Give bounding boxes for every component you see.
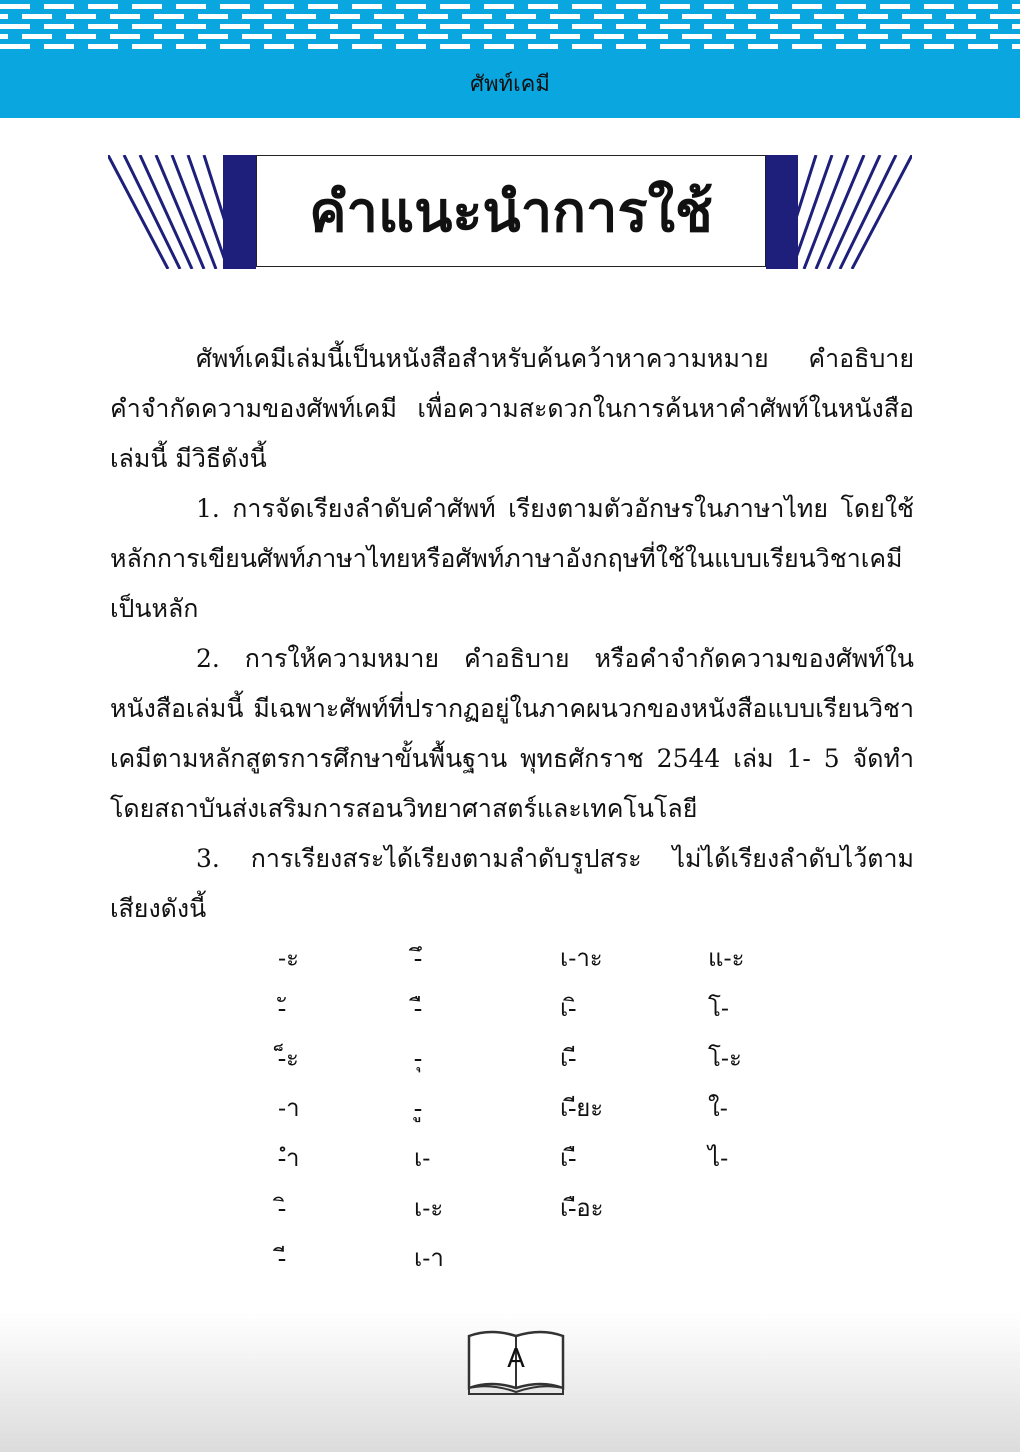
header-dash (110, 14, 140, 19)
header-dash (704, 4, 734, 9)
header-dash (880, 4, 910, 9)
vowel-row (278, 1186, 798, 1236)
header-dash (946, 14, 976, 19)
header-dash (330, 34, 360, 39)
header-dash (968, 4, 998, 9)
vowel-row (278, 986, 798, 1036)
vowel-cell: -ิ (278, 1194, 286, 1222)
header-dash (88, 24, 118, 29)
header-dash (286, 34, 316, 39)
header-dash (220, 44, 250, 49)
header-dash (968, 24, 998, 29)
header-dash (748, 24, 778, 29)
header-stripes-decoration (0, 0, 1020, 58)
header-dash (1012, 44, 1020, 49)
header-dash (792, 44, 822, 49)
header-dash (638, 14, 668, 19)
vowel-cell: -็ะ (278, 1044, 299, 1072)
header-dash (22, 34, 52, 39)
rule-1-paragraph: 1. การจัดเรียงลำดับคำศัพท์ เรียงตามตัวอักษรในภาษาไทย โดยใช้หลักการเขียนศัพท์ภาษาไทยหรือศัพท์ภาษาอังกฤษที่ใช้ในแบบเรียนวิชาเคมีเป็นหลัก (110, 494, 914, 623)
header-dash (550, 34, 580, 39)
rule-2-paragraph: 2. การให้ความหมาย คำอธิบาย หรือคำจำกัดความของศัพท์ในหนังสือเล่มนี้ มีเฉพาะศัพท์ที่ปรากฏอยู่ในภาคผนวกของหนังสือแบบเรียนวิชาเคมีตามหลักสูตรการศึกษาขั้นพื้นฐาน พุทธศักราช 2544 เล่ม 1- 5 จัดทำโดยสถาบันส่งเสริมการสอนวิทยาศาสตร์และเทคโนโลยี (110, 644, 914, 823)
vowel-order-table (278, 936, 798, 1286)
header-dash (396, 4, 426, 9)
header-dash (858, 34, 888, 39)
banner-stripe (108, 155, 168, 269)
header-dash (44, 44, 74, 49)
header-dash (638, 34, 668, 39)
header-dash (924, 44, 954, 49)
header-dash (572, 44, 602, 49)
header-dash (132, 24, 162, 29)
header-dash (22, 14, 52, 19)
header-dash (616, 24, 646, 29)
vowel-cell: -ึ (414, 944, 422, 972)
header-dash (44, 24, 74, 29)
title-banner (108, 155, 912, 269)
header-dash (902, 34, 932, 39)
vowel-row (278, 1036, 798, 1086)
header-dash (880, 24, 910, 29)
header-dash (594, 34, 624, 39)
header-dash (308, 24, 338, 29)
vowel-cell: ไ- (708, 1144, 729, 1172)
header-dash (660, 4, 690, 9)
vowel-cell: -า (278, 1094, 300, 1122)
vowel-cell: -ื (414, 994, 422, 1022)
vowel-cell: แ-ะ (708, 944, 745, 972)
header-dash (968, 44, 998, 49)
header-dash (198, 34, 228, 39)
header-dash (418, 14, 448, 19)
header-dash (198, 14, 228, 19)
header-dash (748, 4, 778, 9)
header-dash (176, 4, 206, 9)
header-dash (396, 24, 426, 29)
vowel-cell: -ี (278, 1244, 286, 1272)
header-dash (836, 4, 866, 9)
header-dash (682, 14, 712, 19)
header-dash (946, 34, 976, 39)
vowel-cell: เ-ี (560, 1044, 577, 1072)
header-dash (726, 14, 756, 19)
header-dash (0, 34, 8, 39)
vowel-cell: เ-ื (560, 1144, 577, 1172)
header-dash (462, 14, 492, 19)
running-header-title: ศัพท์เคมี (470, 72, 550, 97)
header-dash (286, 14, 316, 19)
header-dash (154, 14, 184, 19)
intro-paragraph: ศัพท์เคมีเล่มนี้เป็นหนังสือสำหรับค้นคว้าหาความหมาย คำอธิบาย คำจำกัดความของศัพท์เคมี เพื่อความสะดวกในการค้นหาคำศัพท์ในหนังสือเล่มนี้ มีวิธีดังนี้ (110, 344, 914, 473)
header-dash (440, 4, 470, 9)
page-title: คำแนะนำการใช้ (309, 179, 713, 245)
banner-stripe (124, 155, 180, 269)
vowel-row (278, 1086, 798, 1136)
header-dash (418, 34, 448, 39)
header-band (0, 0, 1020, 118)
header-dash (660, 24, 690, 29)
header-dash (154, 34, 184, 39)
vowel-cell: เ-ือะ (560, 1194, 604, 1222)
header-dash (462, 34, 492, 39)
page-letter: A (507, 1344, 525, 1374)
vowel-cell: -ู (414, 1094, 422, 1122)
header-dash (132, 44, 162, 49)
vowel-cell: เ-า (414, 1244, 444, 1272)
vowel-cell: เ-าะ (560, 944, 603, 972)
header-dash (902, 14, 932, 19)
header-dash (308, 44, 338, 49)
header-dash (352, 44, 382, 49)
header-dash (594, 14, 624, 19)
header-dash (924, 4, 954, 9)
header-dash (88, 44, 118, 49)
header-dash (374, 14, 404, 19)
vowel-cell: โ-ะ (708, 1044, 742, 1072)
header-dash (528, 24, 558, 29)
header-dash (396, 44, 426, 49)
vowel-row (278, 1136, 798, 1186)
header-dash (110, 34, 140, 39)
header-dash (814, 14, 844, 19)
header-dash (374, 34, 404, 39)
header-dash (748, 44, 778, 49)
header-dash (682, 34, 712, 39)
banner-stripe (840, 155, 896, 269)
header-dash (0, 44, 30, 49)
header-dash (0, 14, 8, 19)
header-dash (770, 14, 800, 19)
header-dash (352, 4, 382, 9)
header-dash (440, 24, 470, 29)
header-dash (616, 4, 646, 9)
header-dash (484, 24, 514, 29)
header-dash (726, 34, 756, 39)
banner-stripe (852, 155, 912, 269)
header-dash (572, 24, 602, 29)
header-dash (44, 4, 74, 9)
header-dash (528, 44, 558, 49)
header-dash (770, 34, 800, 39)
header-dash (506, 14, 536, 19)
header-dash (572, 4, 602, 9)
header-dash (264, 4, 294, 9)
header-dash (0, 24, 30, 29)
header-dash (528, 4, 558, 9)
banner-stripe (828, 155, 880, 269)
header-dash (990, 34, 1020, 39)
header-dash (550, 14, 580, 19)
vowel-row (278, 936, 798, 986)
header-dash (836, 44, 866, 49)
header-dash (792, 24, 822, 29)
header-dash (440, 44, 470, 49)
header-dash (704, 44, 734, 49)
instructions-body (110, 334, 914, 934)
header-dash (220, 4, 250, 9)
vowel-cell: -ะ (278, 944, 299, 972)
header-dash (66, 14, 96, 19)
header-dash (704, 24, 734, 29)
header-dash (792, 4, 822, 9)
vowel-cell: เ-ียะ (560, 1094, 604, 1122)
rule-3-paragraph: 3. การเรียงสระได้เรียงตามลำดับรูปสระ ไม่ได้เรียงลำดับไว้ตามเสียงดังนี้ (110, 844, 914, 923)
header-dash (132, 4, 162, 9)
header-dash (220, 24, 250, 29)
header-dash (814, 34, 844, 39)
header-dash (0, 4, 30, 9)
header-dash (484, 44, 514, 49)
banner-title-box (256, 155, 766, 267)
vowel-row (278, 1236, 798, 1286)
header-dash (66, 34, 96, 39)
header-dash (264, 44, 294, 49)
header-dash (924, 24, 954, 29)
header-dash (176, 44, 206, 49)
header-dash (264, 24, 294, 29)
header-dash (506, 34, 536, 39)
header-dash (176, 24, 206, 29)
header-dash (88, 4, 118, 9)
vowel-cell: -ำ (278, 1144, 300, 1172)
header-dash (308, 4, 338, 9)
vowel-cell: -ั (278, 994, 286, 1022)
header-dash (484, 4, 514, 9)
banner-stripe (140, 155, 192, 269)
header-dash (330, 14, 360, 19)
header-dash (1012, 4, 1020, 9)
header-dash (242, 14, 272, 19)
header-dash (616, 44, 646, 49)
header-dash (352, 24, 382, 29)
vowel-cell: ใ- (708, 1094, 728, 1122)
header-dash (858, 14, 888, 19)
header-dash (836, 24, 866, 29)
vowel-cell: -ุ (414, 1044, 422, 1072)
header-dash (1012, 24, 1020, 29)
vowel-cell: โ- (708, 994, 729, 1022)
header-dash (242, 34, 272, 39)
header-dash (880, 44, 910, 49)
vowel-cell: เ-ิ (560, 994, 577, 1022)
vowel-cell: เ- (414, 1144, 431, 1172)
header-dash (990, 14, 1020, 19)
vowel-cell: เ-ะ (414, 1194, 444, 1222)
header-dash (660, 44, 690, 49)
